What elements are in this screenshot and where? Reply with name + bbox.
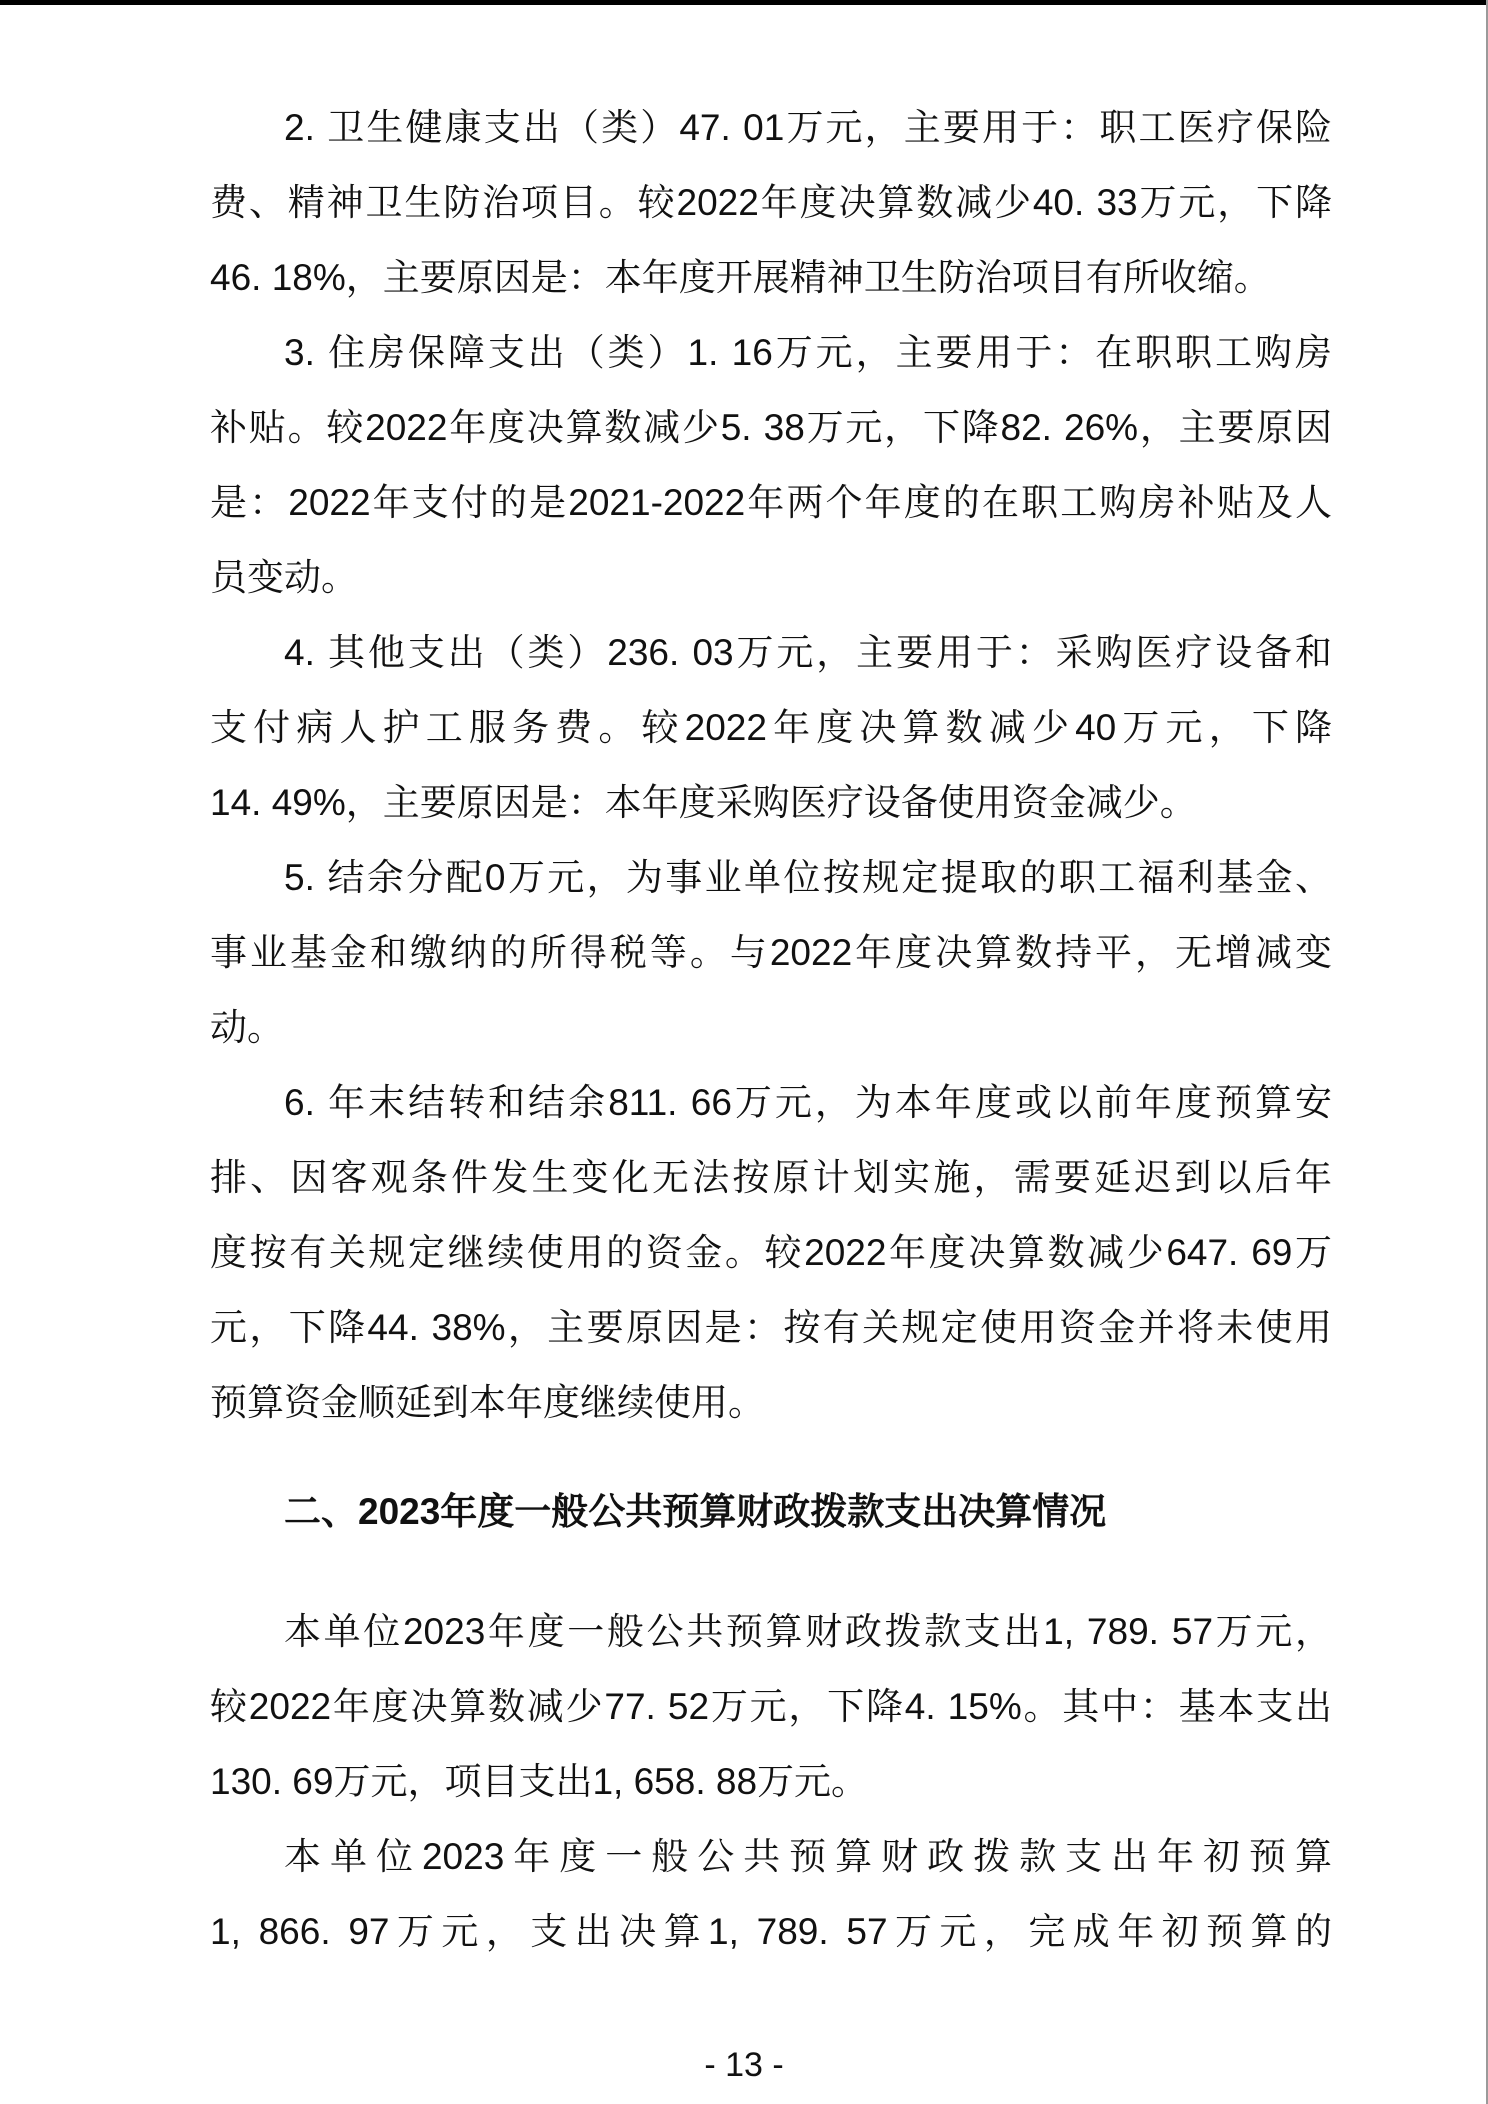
- paragraph-line: 较2022年度决算数减少77. 52万元，下降4. 15%。其中：基本支出: [210, 1686, 1332, 1727]
- paragraph-line: 补贴。较2022年度决算数减少5. 38万元，下降82. 26%，主要原因: [210, 407, 1332, 448]
- paragraph-line: 费、精神卫生防治项目。较2022年度决算数减少40. 33万元，下降: [210, 182, 1332, 223]
- paragraph: [210, 1594, 1332, 1819]
- paragraph: [210, 90, 1332, 315]
- paragraph: [210, 840, 1332, 1065]
- paragraph-line: 3. 住房保障支出（类）1. 16万元，主要用于：在职职工购房: [284, 332, 1332, 373]
- paragraph-line: 是：2022年支付的是2021-2022年两个年度的在职工购房补贴及人: [210, 482, 1332, 523]
- paragraph: [210, 315, 1332, 615]
- paragraph-line: 动。: [210, 1007, 284, 1048]
- paragraph-line: 14. 49%，主要原因是：本年度采购医疗设备使用资金减少。: [210, 782, 1197, 823]
- paragraph-line: 2. 卫生健康支出（类）47. 01万元，主要用于：职工医疗保险: [284, 107, 1332, 148]
- paragraph-line: 6. 年末结转和结余811. 66万元，为本年度或以前年度预算安: [284, 1082, 1332, 1123]
- paragraph-line: 元，下降44. 38%，主要原因是：按有关规定使用资金并将未使用: [210, 1307, 1332, 1348]
- paragraph-line: 4. 其他支出（类）236. 03万元，主要用于：采购医疗设备和: [284, 632, 1332, 673]
- paragraph-line: 员变动。: [210, 557, 358, 598]
- page-number: - 13 -: [704, 2046, 784, 2084]
- paragraph: [210, 615, 1332, 840]
- paragraph-line: 本单位2023年度一般公共预算财政拨款支出年初预算: [284, 1836, 1332, 1877]
- page-content: [210, 90, 1332, 1969]
- paragraph-line: 事业基金和缴纳的所得税等。与2022年度决算数持平，无增减变: [210, 932, 1332, 973]
- paragraph-line: 支付病人护工服务费。较2022年度决算数减少40万元，下降: [210, 707, 1332, 748]
- paragraph-line: 46. 18%，主要原因是：本年度开展精神卫生防治项目有所收缩。: [210, 257, 1271, 298]
- paragraph-line: 130. 69万元，项目支出1, 658. 88万元。: [210, 1761, 869, 1802]
- section-heading: 二、2023年度一般公共预算财政拨款支出决算情况: [284, 1491, 1107, 1532]
- paragraph-line: 1, 866. 97万元，支出决算1, 789. 57万元，完成年初预算的: [210, 1911, 1332, 1952]
- paragraph-line: 排、因客观条件发生变化无法按原计划实施，需要延迟到以后年: [210, 1157, 1332, 1198]
- page-top-border: [0, 0, 1488, 5]
- paragraph: [210, 1819, 1332, 1969]
- paragraph: [210, 1065, 1332, 1440]
- paragraph-line: 度按有关规定继续使用的资金。较2022年度决算数减少647. 69万: [210, 1232, 1332, 1273]
- paragraph-line: 5. 结余分配0万元，为事业单位按规定提取的职工福利基金、: [284, 857, 1332, 898]
- paragraph-line: 本单位2023年度一般公共预算财政拨款支出1, 789. 57万元，: [284, 1611, 1332, 1652]
- paragraph-line: 预算资金顺延到本年度继续使用。: [210, 1382, 765, 1423]
